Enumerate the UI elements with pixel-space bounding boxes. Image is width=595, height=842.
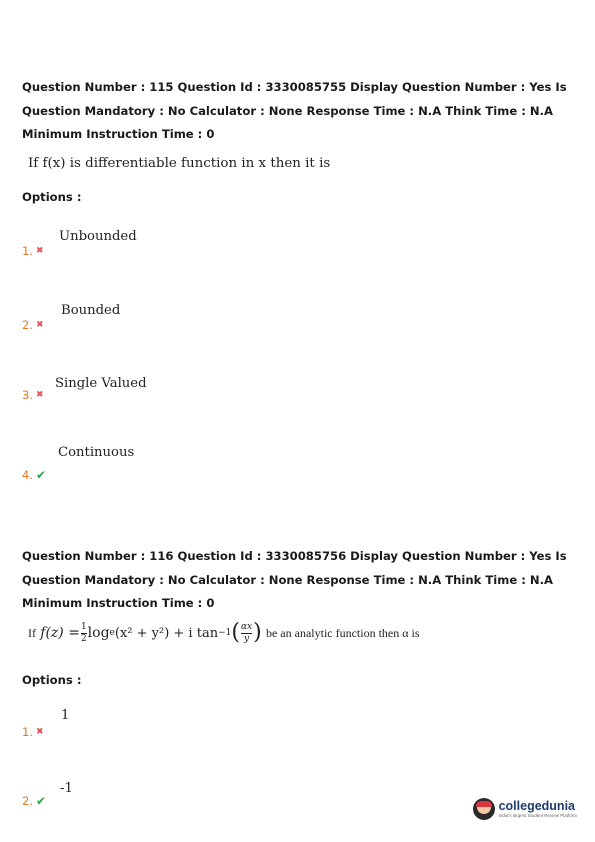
option-index: 2. <box>22 318 33 332</box>
option-text: Single Valued <box>55 376 147 391</box>
options-label: Options : <box>22 673 82 687</box>
cross-icon: ✖ <box>35 320 44 330</box>
question-115-text: If f(x) is differentiable function in x then it is <box>28 156 331 171</box>
question-prefix: If <box>28 625 36 640</box>
question-116-text <box>28 622 420 644</box>
math-fraction-ax-y <box>241 623 252 644</box>
math-argument: (x² + y²) + i tan <box>114 625 219 641</box>
math-inverse: −1 <box>218 628 232 638</box>
question-suffix: be an analytic function then α is <box>265 625 420 640</box>
option-index: 1. <box>22 725 33 739</box>
option-index: 3. <box>22 388 33 402</box>
logo-name: collegedunia <box>498 798 575 813</box>
math-fraction-half <box>81 623 87 644</box>
option-text: Continuous <box>58 445 135 460</box>
option-index: 4. <box>22 468 33 482</box>
check-icon: ✔ <box>35 468 47 482</box>
option-text: Bounded <box>61 303 121 318</box>
option-number <box>22 794 46 808</box>
logo-mascot-icon <box>473 798 495 820</box>
cross-icon: ✖ <box>35 246 44 256</box>
collegedunia-logo <box>473 798 577 820</box>
option-text: 1 <box>61 708 70 723</box>
option-number <box>22 244 44 258</box>
option-index: 2. <box>22 794 33 808</box>
paren-open: ( <box>231 620 240 645</box>
check-icon: ✔ <box>35 794 47 808</box>
option-text: Unbounded <box>59 229 137 244</box>
cross-icon: ✖ <box>35 390 44 400</box>
option-text: -1 <box>60 781 73 796</box>
math-f: f(z) = <box>40 625 80 641</box>
options-label: Options : <box>22 190 82 204</box>
option-number <box>22 725 44 739</box>
math-log-base: e <box>109 628 115 638</box>
option-number <box>22 388 44 402</box>
fraction-denominator: y <box>243 633 250 644</box>
fraction-numerator: αx <box>240 621 253 632</box>
option-index: 1. <box>22 244 33 258</box>
question-115-meta: Question Number : 115 Question Id : 3330085755 Display Question Number : Yes Is Question Mandatory : No Calculator : None Response Time : N.A Think Time : N.A Minimum Instruction Time : 0 <box>22 80 567 141</box>
fraction-denominator: 2 <box>80 633 87 644</box>
option-number <box>22 318 44 332</box>
logo-text <box>499 800 577 819</box>
paren-close: ) <box>253 620 262 645</box>
fraction-numerator: 1 <box>80 621 87 632</box>
question-116-meta: Question Number : 116 Question Id : 3330085756 Display Question Number : Yes Is Question Mandatory : No Calculator : None Response Time : N.A Think Time : N.A Minimum Instruction Time : 0 <box>22 549 567 610</box>
cross-icon: ✖ <box>35 727 44 737</box>
math-log: log <box>87 625 110 641</box>
logo-tagline: India's largest Student Review Platform <box>498 813 577 818</box>
option-number <box>22 468 46 482</box>
